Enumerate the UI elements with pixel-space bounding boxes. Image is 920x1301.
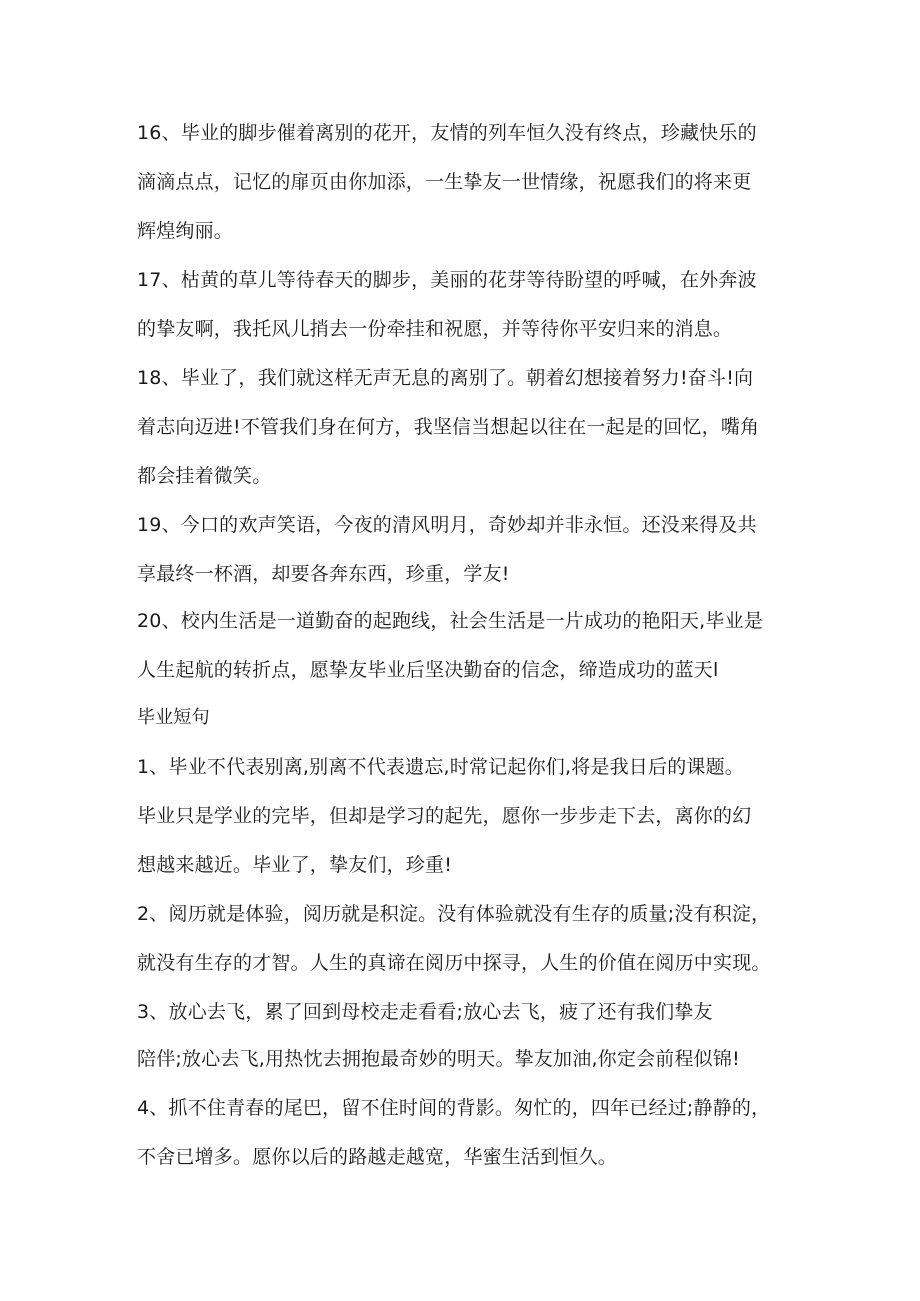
section-heading: 毕业短句 xyxy=(137,707,210,728)
text-line: 人生起航的转折点，愿挚友毕业后坚决勤奋的信念，缔造成功的蓝天l xyxy=(137,659,719,681)
text-line: 都会挂着微笑。 xyxy=(137,465,272,487)
text-line: 辉煌绚丽。 xyxy=(137,220,234,242)
text-line: 4、抓不住青春的尾巴，留不住时间的背影。匆忙的，四年已经过;静静的， xyxy=(137,1097,771,1119)
text-line: 想越来越近。毕业了，挚友们，珍重! xyxy=(137,854,453,876)
text-line: 18、毕业了，我们就这样无声无息的离别了。朝着幻想接着努力!奋斗!向 xyxy=(137,367,754,389)
text-line: 16、毕业的脚步催着离别的花开，友情的列车恒久没有终点，珍藏快乐的 xyxy=(137,122,757,144)
text-line: 滴滴点点，记忆的扉页由你加添，一生挚友一世情缘，祝愿我们的将来更 xyxy=(137,171,752,193)
text-line: 2、阅历就是体验，阅历就是积淀。没有体验就没有生存的质量;没有积淀， xyxy=(137,903,771,925)
text-line: 着志向迈进!不管我们身在何方，我坚信当想起以往在一起是的回忆，嘴角 xyxy=(137,416,760,438)
text-line: 毕业只是学业的完毕，但却是学习的起先，愿你一步步走下去，离你的幻 xyxy=(137,805,752,827)
text-line: 就没有生存的才智。人生的真谛在阅历中探寻，人生的价值在阅历中实现。 xyxy=(137,952,771,974)
text-line: 3、放心去飞，累了回到母校走走看看;放心去飞，疲了还有我们挚友 xyxy=(137,1001,713,1023)
text-line: 不舍已增多。愿你以后的路越走越宽，华蜜生活到恒久。 xyxy=(137,1146,618,1168)
text-line: 1、毕业不代表别离,别离不代表遗忘,时常记起你们,将是我日后的课题。 xyxy=(137,756,745,778)
text-line: 的挚友啊，我托风儿捎去一份牵挂和祝愿，并等待你平安归来的消息。 xyxy=(137,318,733,340)
text-line: 19、今口的欢声笑语，今夜的清风明月，奇妙却并非永恒。还没来得及共 xyxy=(137,514,757,536)
text-line: 20、校内生活是一道勤奋的起跑线，社会生活是一片成功的艳阳天,毕业是 xyxy=(137,610,764,632)
text-line: 17、枯黄的草儿等待春天的脚步，美丽的花芽等待盼望的呼喊，在外奔波 xyxy=(137,269,757,291)
text-line: 享最终一杯酒，却要各奔东西，珍重，学友! xyxy=(137,563,510,585)
text-line: 陪伴;放心去飞,用热忱去拥抱最奇妙的明天。挚友加油,你定会前程似锦! xyxy=(137,1048,740,1070)
